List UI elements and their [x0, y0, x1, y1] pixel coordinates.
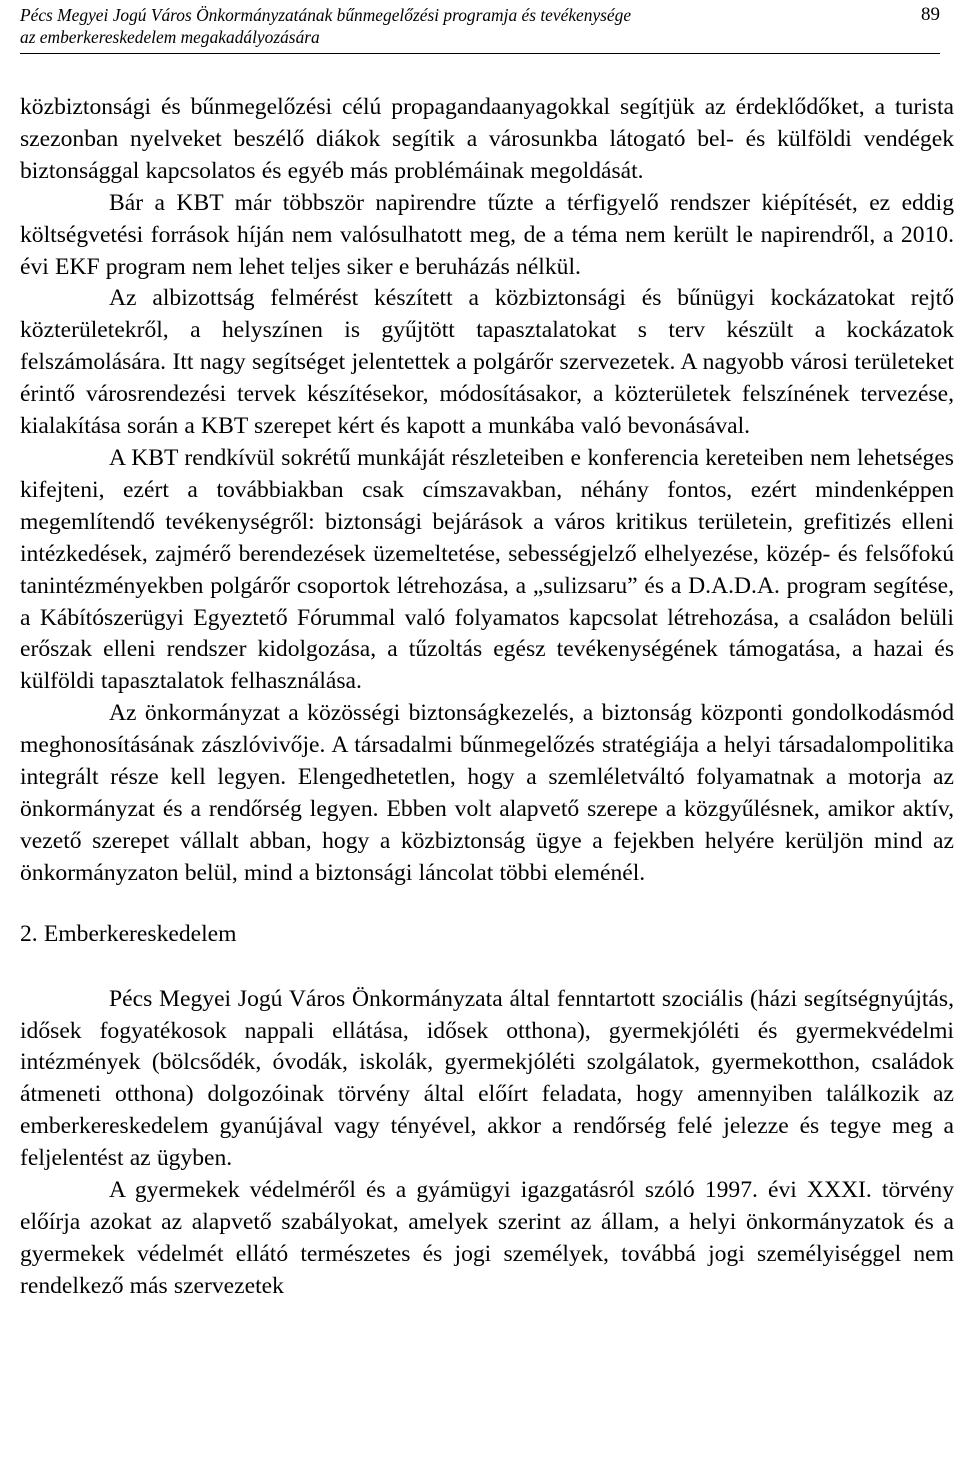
- header-title-line-1: Pécs Megyei Jogú Város Önkormányzatának bűnmegelőzési programja és tevékenysége: [20, 5, 632, 25]
- section-paragraph-1: Pécs Megyei Jogú Város Önkormányzata által fenntartott szociális (házi segítségnyújtás, idősek fogyatékosok nappali ellátása, idősek otthona), gyermekjóléti és gyermekvédelmi intézmények (bölcsődék, óvodák, iskolák, gyermekjóléti szolgálatok, gyermekotthon, családok átmeneti otthona) dolgozóinak törvény által előírt feladata, hogy amennyiben találkozik az emberkereskedelem gyanújával vagy tényével, akkor a rendőrség felé jelezze és tegye meg a feljelentést az ügyben.: [20, 985, 954, 1172]
- header-title-line-2: az emberkereskedelem megakadályozására: [20, 27, 320, 47]
- page-number: 89: [921, 4, 940, 25]
- section-heading: 2. Emberkereskedelem: [20, 920, 237, 947]
- body-paragraph-4: A KBT rendkívül sokrétű munkáját részleteiben e konferencia kereteiben nem lehetséges kifejteni, ezért a továbbiakban csak címszavakban, néhány fontos, ezért mindenképpen megemlítendő tevékenységről: biztonsági bejárások a város kritikus területein, grefitizés elleni intézkedések, zajmérő berendezések üzemeltetése, sebességjelző elhelyezése, közép- és felsőfokú tanintézményekben polgárőr csoportok létrehozása, a „sulizsaru” és a D.A.D.A. program segítése, a Kábítószerügyi Egyeztető Fórummal való folyamatos kapcsolat létrehozása, a családon belüli erőszak elleni rendszer kidolgozása, a tűzoltás egész tevékenységének támogatása, a hazai és külföldi tapasztalatok felhasználása.: [20, 444, 954, 695]
- body-paragraph-2: Bár a KBT már többször napirendre tűzte a térfigyelő rendszer kiépítését, ez eddig költségvetési források híján nem valósulhatott meg, de a téma nem került le napirendről, a 2010. évi EKF program nem lehet teljes siker e beruházás nélkül.: [20, 189, 954, 280]
- body-paragraph-3: Az albizottság felmérést készített a közbiztonsági és bűnügyi kockázatokat rejtő közterületekről, a helyszínen is gyűjtött tapasztalatokat s terv készült a kockázatok felszámolására. Itt nagy segítséget jelentettek a polgárőr szervezetek. A nagyobb városi területeket érintő városrendezési tervek készítésekor, módosításakor, a közterületek felszínének tervezése, kialakítása során a KBT szerepet kért és kapott a munkába való bevonásával.: [20, 285, 954, 440]
- body-paragraph-5: Az önkormányzat a közösségi biztonságkezelés, a biztonság központi gondolkodásmód meghonosításának zászlóvivője. A társadalmi bűnmegelőzés stratégiája a helyi társadalompolitika integrált része kell legyen. Elengedhetetlen, hogy a szemléletváltó folyamatnak a motorja az önkormányzat és a rendőrség legyen. Ebben volt alapvető szerepe a közgyűlésnek, amikor aktív, vezető szerepet vállalt abban, hogy a közbiztonság ügye a fejekben helyére kerüljön mind az önkormányzaton belül, mind a biztonsági láncolat többi eleménél.: [20, 700, 954, 886]
- body-paragraph-1: közbiztonsági és bűnmegelőzési célú propagandaanyagokkal segítjük az érdeklődőket, a turista szezonban nyelveket beszélő diákok segítik a városunkba látogató bel- és külföldi vendégek biztonsággal kapcsolatos és egyéb más problémáinak megoldását.: [20, 94, 954, 184]
- header-divider: [20, 53, 940, 54]
- running-header: [20, 4, 940, 48]
- document-body: [20, 92, 954, 1303]
- section-paragraph-2: A gyermekek védelméről és a gyámügyi igazgatásról szóló 1997. évi XXXI. törvény előírja azokat az alapvető szabályokat, amelyek szerint az állam, a helyi önkormányzatok és a gyermekek védelmét ellátó természetes és jogi személyek, továbbá jogi személyiséggel nem rendelkező más szervezetek: [20, 1177, 954, 1299]
